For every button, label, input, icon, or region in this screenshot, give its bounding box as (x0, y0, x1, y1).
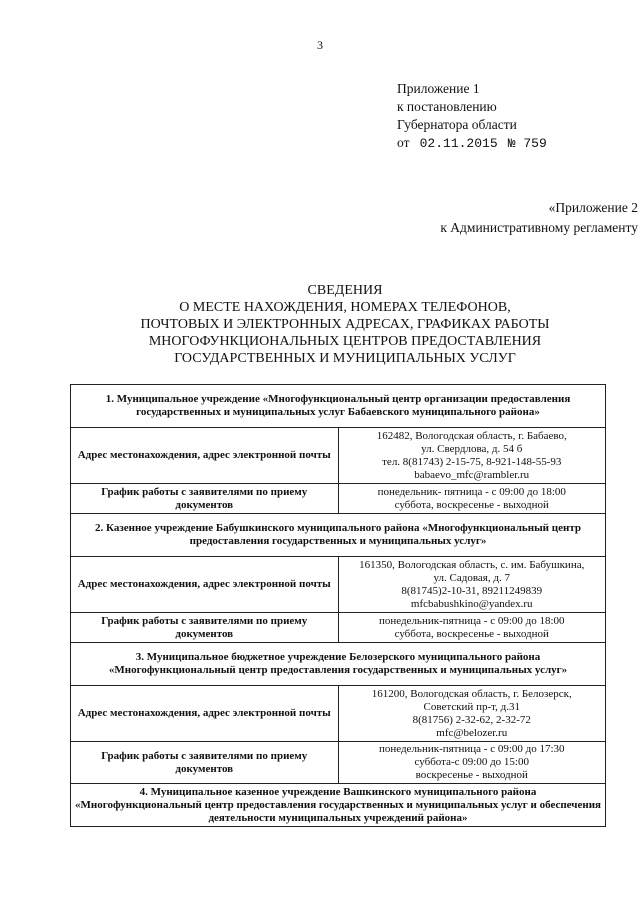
schedule-line: понедельник-пятница - с 09:00 до 17:30 (378, 743, 565, 755)
schedule-value (338, 613, 606, 643)
address-line: Советский пр-т, д.31 (423, 700, 520, 713)
section-heading: 1. Муниципальное учреждение «Многофункциональный центр организации предоставления государственных и муниципальных услуг Бабаевского муниципального района» (71, 385, 606, 428)
schedule-label: График работы с заявителями по приему документов (71, 613, 339, 643)
title-line: СВЕДЕНИЯ (307, 283, 383, 298)
address-line: 161200, Вологодская область, г. Белозерск, (371, 687, 572, 700)
email-line: babaevo_mfc@rambler.ru (414, 468, 530, 481)
schedule-line: суббота, воскресенье - выходной (394, 498, 549, 511)
schedule-row (71, 742, 606, 784)
page-number: 3 (317, 38, 323, 52)
schedule-row (71, 484, 606, 514)
section-heading: 3. Муниципальное бюджетное учреждение Белозерского муниципального района «Многофункциональный центр предоставления государственных и муниципальных услуг» (71, 643, 606, 686)
address-label: Адрес местонахождения, адрес электронной почты (71, 428, 339, 484)
schedule-label: График работы с заявителями по приему документов (71, 742, 339, 784)
decree-number: № 759 (507, 136, 547, 151)
address-line: ул. Садовая, д. 7 (433, 571, 510, 584)
schedule-value (338, 484, 606, 514)
schedule-row (71, 613, 606, 643)
section-heading: 4. Муниципальное казенное учреждение Вашкинского муниципального района «Многофункциональный центр предоставления государственных и муниципальных услуг и обеспечения деятельности муниципальных учреждений района» (71, 784, 606, 827)
decree-date: 02.11.2015 (419, 136, 498, 151)
title-line: ГОСУДАРСТВЕННЫХ И МУНИЦИПАЛЬНЫХ УСЛУГ (174, 351, 516, 366)
appendix1-block (397, 80, 547, 153)
title-line: ПОЧТОВЫХ И ЭЛЕКТРОННЫХ АДРЕСАХ, ГРАФИКАХ РАБОТЫ (140, 317, 550, 332)
appendix1-line2: к постановлению (397, 99, 497, 114)
section-heading-row (71, 385, 606, 428)
address-row (71, 428, 606, 484)
address-label: Адрес местонахождения, адрес электронной почты (71, 557, 339, 613)
email-line: mfcbabushkino@yandex.ru (410, 597, 533, 610)
address-line: 162482, Вологодская область, г. Бабаево, (376, 429, 567, 442)
phone-line: 8(81756) 2-32-62, 2-32-72 (412, 713, 531, 726)
address-label: Адрес местонахождения, адрес электронной почты (71, 686, 339, 742)
address-row (71, 686, 606, 742)
schedule-value (338, 742, 606, 784)
decree-line (397, 134, 547, 153)
email-line: mfc@belozer.ru (436, 726, 508, 739)
schedule-line: воскресенье - выходной (415, 769, 528, 781)
phone-line: 8(81745)2-10-31, 89211249839 (401, 584, 543, 597)
title-line: МНОГОФУНКЦИОНАЛЬНЫХ ЦЕНТРОВ ПРЕДОСТАВЛЕНИЯ (148, 334, 542, 349)
address-value (338, 686, 606, 742)
address-line: ул. Свердлова, д. 54 б (421, 442, 523, 455)
address-value (338, 428, 606, 484)
title-line: О МЕСТЕ НАХОЖДЕНИЯ, НОМЕРАХ ТЕЛЕФОНОВ, (179, 300, 511, 315)
mfc-info-table (70, 384, 606, 827)
schedule-line: суббота-с 09:00 до 15:00 (414, 756, 529, 768)
appendix1-line3: Губернатора области (397, 117, 517, 132)
appendix2-line2: к Административному регламенту (440, 220, 638, 235)
document-title (40, 282, 640, 367)
appendix2-title: «Приложение 2 (548, 200, 638, 215)
address-row (71, 557, 606, 613)
schedule-line: понедельник- пятница - с 09:00 до 18:00 (377, 485, 566, 498)
address-line: 161350, Вологодская область, с. им. Бабушкина, (359, 558, 585, 571)
section-heading-row (71, 784, 606, 827)
section-heading: 2. Казенное учреждение Бабушкинского муниципального района «Многофункциональный центр предоставления государственных и муниципальных услуг» (71, 514, 606, 557)
phone-line: тел. 8(81743) 2-15-75, 8-921-148-55-93 (382, 455, 562, 468)
schedule-line: суббота, воскресенье - выходной (394, 627, 549, 640)
section-heading-row (71, 514, 606, 557)
from-label: от (397, 135, 410, 150)
appendix1-title: Приложение 1 (397, 81, 480, 96)
appendix2-block (440, 198, 638, 238)
section-heading-row (71, 643, 606, 686)
schedule-line: понедельник-пятница - с 09:00 до 18:00 (378, 614, 565, 627)
address-value (338, 557, 606, 613)
schedule-label: График работы с заявителями по приему документов (71, 484, 339, 514)
